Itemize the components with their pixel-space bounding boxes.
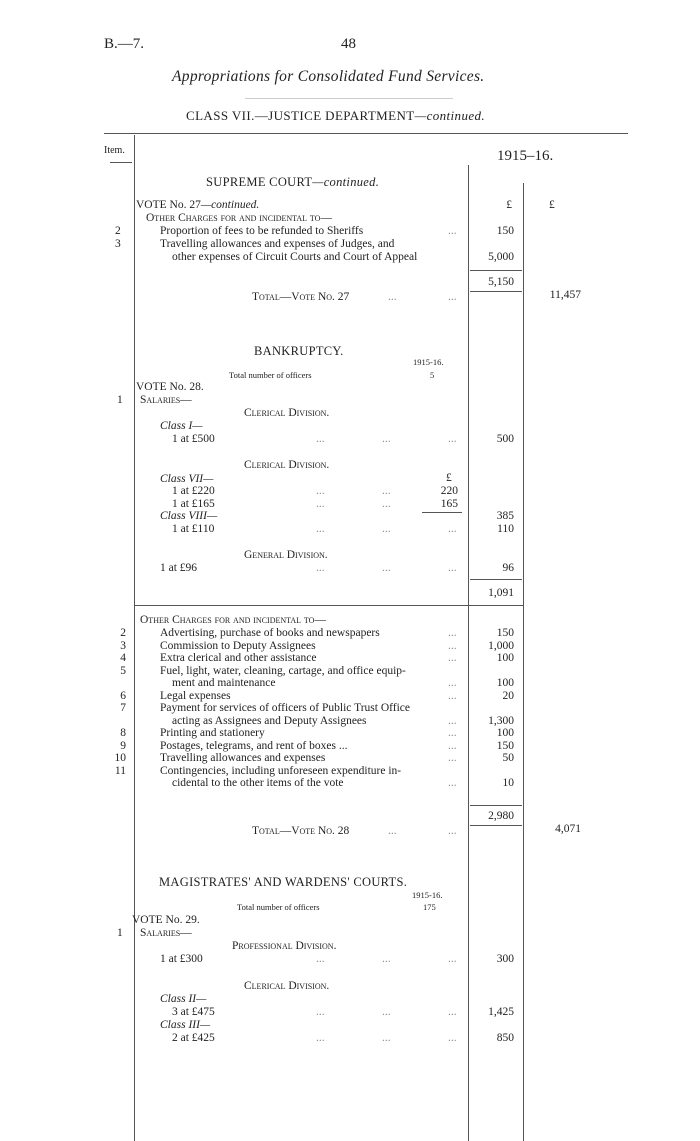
leader-dots: ... [316, 1032, 325, 1044]
subtotal-rule [470, 579, 522, 580]
salary-row-text: 1 at £500 [172, 433, 215, 445]
leader-dots: ... [448, 739, 457, 752]
inner-currency: £ [446, 472, 452, 484]
table-top-rule [104, 133, 628, 134]
leader-dots: ... [448, 652, 457, 664]
leader-dots: ... [448, 677, 457, 689]
charge-item-number: 7 [120, 702, 126, 714]
amount-column-rule [468, 165, 469, 1141]
salary-inner-amount: 165 [440, 498, 458, 510]
salary-row-amount: 1,425 [488, 1006, 514, 1018]
charge-amount: 1,300 [488, 714, 514, 727]
subtotal-rule [470, 270, 522, 271]
charge-text-cont: cidental to the other items of the vote [172, 777, 344, 789]
leader-dots: ... [388, 825, 397, 837]
charge-text: Contingencies, including unforeseen expenditure in- [160, 764, 402, 777]
salary-row-text: 1 at £300 [160, 953, 203, 965]
division-heading: Clerical Division. [244, 980, 330, 992]
salary-row-amount: 300 [496, 953, 514, 965]
charge-text: Printing and stationery [160, 727, 265, 739]
vote-27-row-amount: 150 [496, 225, 514, 237]
charge-amount: 100 [496, 677, 514, 689]
charge-amount: 100 [496, 727, 514, 739]
salary-row-amount: 96 [502, 562, 514, 574]
leader-dots: ... [382, 523, 391, 535]
leader-dots: ... [448, 627, 457, 639]
leader-dots: ... [316, 523, 325, 535]
division-heading: Clerical Division. [244, 407, 330, 419]
vote-27-other-charges: Other Charges for and incidental to— [146, 212, 332, 224]
leader-dots: ... [316, 485, 325, 497]
charge-item-number: 9 [120, 739, 126, 752]
supreme-court-heading: SUPREME COURT—continued. [206, 175, 380, 189]
charge-amount: 50 [502, 752, 514, 764]
leader-dots: ... [448, 777, 457, 789]
class-label: Class VIII— [160, 510, 218, 522]
leader-dots: ... [316, 562, 325, 574]
leader-dots: ... [316, 953, 325, 965]
class-label: Class II— [160, 993, 207, 1005]
division-heading: Clerical Division. [244, 459, 330, 471]
vote-29-salaries-item: 1 [117, 927, 123, 939]
page-number: 48 [341, 36, 356, 52]
leader-dots: ... [316, 498, 325, 510]
charges-subtotal: 2,980 [488, 810, 514, 822]
leader-dots: ... [388, 291, 397, 303]
vote-27-row-text: Travelling allowances and expenses of Judges, and [160, 238, 395, 250]
charge-item-number: 6 [120, 689, 126, 702]
leader-dots: ... [382, 562, 391, 574]
charge-item-number: 3 [120, 639, 126, 652]
class-label: Class VII— [160, 473, 214, 485]
charge-item-number: 4 [120, 652, 126, 664]
leader-dots: ... [316, 1006, 325, 1018]
charge-item-number: 2 [120, 627, 126, 639]
leader-dots: ... [382, 1006, 391, 1018]
leader-dots: ... [382, 953, 391, 965]
leader-dots: ... [448, 523, 457, 535]
charge-text: Payment for services of officers of Public Trust Office [160, 702, 410, 714]
charge-text: Fuel, light, water, cleaning, cartage, and office equip- [160, 664, 406, 677]
currency-header-total: £ [549, 199, 555, 211]
vote-27-label: VOTE No. 27—continued. [136, 199, 260, 211]
leader-dots: ... [448, 1032, 457, 1044]
vote-28-label: VOTE No. 28. [136, 381, 204, 393]
magistrates-officers-year: 1915-16. [412, 890, 443, 900]
leader-dots: ... [448, 1006, 457, 1018]
charge-text: Extra clerical and other assistance [160, 652, 317, 664]
vote-28-total: 4,071 [555, 823, 581, 835]
vote-27-row-amount: 5,000 [488, 251, 514, 263]
salary-row-text: 3 at £475 [172, 1006, 215, 1018]
vote-27-total-label: Total—Vote No. 27 [252, 291, 350, 303]
charge-item-number: 8 [120, 727, 126, 739]
charge-amount: 100 [496, 652, 514, 664]
salary-row-text: 2 at £425 [172, 1032, 215, 1044]
charge-text: Legal expenses [160, 689, 231, 702]
charge-text: Commission to Deputy Assignees [160, 639, 316, 652]
item-column-rule [134, 135, 135, 1141]
charge-text: Postages, telegrams, and rent of boxes ... [160, 739, 348, 752]
charge-amount: 10 [502, 777, 514, 789]
leader-dots: ... [448, 714, 457, 727]
inner-subtotal-rule [422, 512, 462, 513]
bankruptcy-officers-label: Total number of officers [229, 370, 312, 380]
leader-dots: ... [316, 433, 325, 445]
leader-dots: ... [448, 825, 457, 837]
division-heading: General Division. [244, 549, 328, 561]
leader-dots: ... [448, 689, 457, 702]
charge-amount: 150 [496, 627, 514, 639]
total-rule [470, 291, 522, 292]
currency-header-amount: £ [506, 199, 512, 211]
salary-row-text: 1 at £110 [172, 523, 215, 535]
vote-27-total: 11,457 [549, 289, 581, 301]
leader-dots: ... [448, 291, 457, 303]
vote-27-subtotal: 5,150 [488, 276, 514, 288]
title-rule [245, 98, 453, 99]
leader-dots: ... [382, 485, 391, 497]
total-rule [470, 825, 522, 826]
charge-amount: 1,000 [488, 639, 514, 652]
salary-row-amount: 850 [496, 1032, 514, 1044]
class-vii-amount: 385 [496, 510, 514, 522]
leader-dots: ... [448, 562, 457, 574]
vote-28-salaries: Salaries— [140, 394, 192, 406]
magistrates-officers-label: Total number of officers [237, 902, 320, 912]
salaries-subtotal: 1,091 [488, 587, 514, 599]
vote-29-label: VOTE No. 29. [132, 914, 200, 926]
charge-item-number: 5 [120, 664, 126, 677]
leader-dots: ... [448, 225, 457, 237]
vote-28-salaries-item: 1 [117, 394, 123, 406]
charge-item-number: 11 [114, 764, 126, 777]
salary-row-amount: 500 [496, 433, 514, 445]
charge-text-cont: ment and maintenance [172, 677, 276, 689]
bankruptcy-officers-count: 5 [430, 370, 435, 380]
leader-dots: ... [448, 953, 457, 965]
vote-28-total-label: Total—Vote No. 28 [252, 825, 350, 837]
salary-row-text: 1 at £96 [160, 562, 198, 574]
leader-dots: ... [448, 727, 457, 739]
item-column-header: Item. [104, 145, 125, 156]
vote-27-row-text-cont: other expenses of Circuit Courts and Court of Appeal [172, 251, 418, 263]
bankruptcy-heading: BANKRUPTCY. [254, 344, 344, 358]
vote-27-item-number: 3 [115, 238, 121, 250]
magistrates-heading: MAGISTRATES' AND WARDENS' COURTS. [159, 875, 408, 889]
salary-inner-amount: 220 [440, 485, 458, 497]
salary-row-text: 1 at £220 [172, 485, 215, 497]
page-title: Appropriations for Consolidated Fund Services. [172, 68, 485, 85]
leader-dots: ... [382, 433, 391, 445]
year-column-header: 1915–16. [497, 148, 554, 164]
leader-dots: ... [448, 639, 457, 652]
salary-row-amount: 110 [497, 523, 514, 535]
leader-dots: ... [382, 498, 391, 510]
vote-27-item-number: 2 [115, 225, 121, 237]
charge-text: Travelling allowances and expenses [160, 752, 326, 764]
vote-29-salaries: Salaries— [140, 927, 192, 939]
leader-dots: ... [448, 433, 457, 445]
charge-item-number: 10 [114, 752, 126, 764]
leader-dots: ... [382, 1032, 391, 1044]
charge-amount: 20 [502, 689, 514, 702]
section-rule [134, 605, 523, 606]
class-label: Class I— [160, 420, 203, 432]
magistrates-officers-count: 175 [423, 902, 436, 912]
vote-28-other-charges: Other Charges for and incidental to— [140, 614, 326, 626]
document-ref: B.—7. [104, 36, 145, 52]
charge-text-cont: acting as Assignees and Deputy Assignees [172, 714, 367, 727]
class-heading: CLASS VII.—JUSTICE DEPARTMENT—continued. [186, 108, 486, 123]
salary-row-text: 1 at £165 [172, 498, 215, 510]
vote-27-row-text: Proportion of fees to be refunded to Sheriffs [160, 225, 364, 237]
item-header-underline [110, 162, 132, 163]
charge-amount: 150 [496, 739, 514, 752]
leader-dots: ... [448, 752, 457, 764]
subtotal-rule [470, 805, 522, 806]
charge-text: Advertising, purchase of books and newspapers [160, 627, 380, 639]
division-heading: Professional Division. [232, 940, 337, 952]
total-column-rule [523, 183, 524, 1141]
class-label: Class III— [160, 1019, 211, 1031]
bankruptcy-officers-year: 1915-16. [413, 357, 444, 367]
